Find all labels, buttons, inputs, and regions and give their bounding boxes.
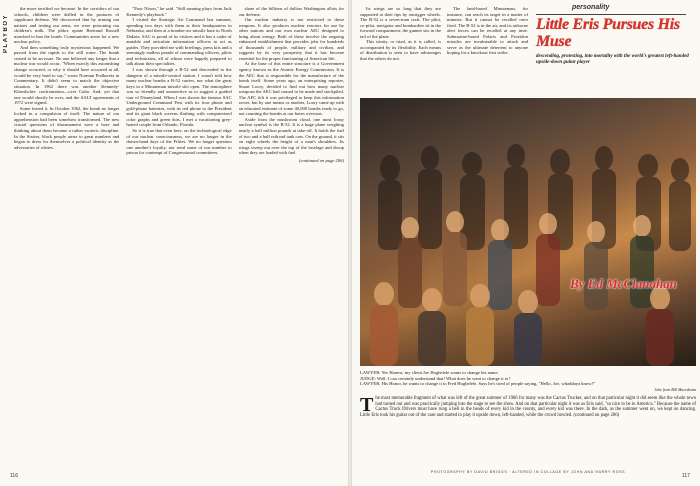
drop-cap: T bbox=[360, 394, 374, 416]
crowd-silhouettes bbox=[360, 98, 696, 366]
department-label: personality bbox=[572, 4, 610, 11]
magazine-section-label: PLAYBOY bbox=[3, 14, 9, 53]
page-number-left: 116 bbox=[10, 473, 18, 479]
caption-line: LAWYER: Yes Honest, my client Joe Hogbelele wants to change his name. bbox=[360, 370, 499, 375]
article-deck: descending, protesting, into mortality with the world's greatest left-handed upside-down guitar player bbox=[536, 54, 689, 66]
paragraph: the more terrified we became. In the corridors of our schools, children were drilled in the postures of supplicant defense. We discovered that by arming our nations and testing our arms, we were poisoning our children's milk. The phlox opiate Bertrand Russell marched to ban the bomb. Communities arose for a new nuclear policy. bbox=[14, 6, 120, 45]
caption-credit: Joke from Bill Macedonia bbox=[654, 386, 696, 392]
paragraph: Some feared it. In October 1962, the bomb no longer locked in a compulsion of itself. The nature of our apprehension had been somehow transformed. The new crucial questions of disarmament were a bore and thinking about them became a rather esoteric discipline. In the Sixties, black people arose to great numbers and began to dress for themselves a political identity as the adversaries of whites. bbox=[14, 105, 120, 150]
text-column-4 bbox=[360, 6, 441, 94]
paragraph: The land-based Minuteman, for instance, can reach its target in a matter of minutes. But it cannot be recalled once fired. The B-52 is in the air, and its airborne alert forces can be recalled at any time. Submarine-based Polaris and Poseidon missiles are invulnerable to attack and serve as the ultimate deterrent to anyone hoping for a knockout first strike. bbox=[447, 6, 528, 56]
paragraph: And then something truly mysterious happened. We passed from the rapids to the still water. The bomb ceased to be an issue. No one believed any longer that a nuclear war would occur. "When exactly this astonishing change occurred, or why it should have occurred at all, would be very hard to say," wrote Norman Podhoretz in Commentary. It didn't seem to match the objective situation. In 1962 there was another Kennedy-Khrushchev confrontation—over Cuba. And, yet that one would shortly be over, and the SALT agreements of 1972 were signed. bbox=[14, 44, 120, 106]
article-byline: By Ed McClanahan bbox=[570, 276, 677, 291]
paragraph: Our nuclear industry is not restricted to these weapons. It also produces nuclear reactors for use by other nations and our own nuclear AEC designed to bring about energy. Both of these involve the ongoing enhanced establishment that provides jobs for hundreds of thousands of people, military and civilian, and suggests by its very prosperity that it has become essential for the proper functioning of American life. bbox=[238, 17, 344, 61]
group-photo bbox=[360, 98, 696, 366]
right-page bbox=[350, 0, 700, 486]
intro-text: he most memorable fragment of what was left of the great summer of 1966 for many was the Cactus Trucker, and on that particular night it did seem like the whole town had turned out and was practically jumping into the stage to see the show. And on that particular night it was as Eris said, "so nice to be in America." Because the name of Cactus Truck Drivers must have rung a bell in the heads of every kid in the county, and every kid was there. In the dark, as the summer went on, we kept on dancing. Little Eris took his guitar out of the case and started to play it upside down, left-handed, while the crowd howled. (continued on page 206) bbox=[360, 396, 696, 419]
caption-line: LAWYER: His Honor, he wants to change it to Fred Hogbelele. Says he's tired of people saying, "Hello, Joe, whaddaya know?" bbox=[360, 381, 596, 387]
paragraph: This trinity, or triad, as it is called, is accompanied by its flexibility. Each means of distribution is seen to have advantages that the others do not. bbox=[360, 39, 441, 61]
paragraph: share of the billions of dollars Washington allots for our defense. bbox=[238, 6, 344, 17]
page-number-right: 117 bbox=[682, 473, 690, 479]
right-text-columns bbox=[360, 6, 528, 94]
paragraph: "Poor Nixon," he said. "Still running plays from Jack Kennedy's playbook." bbox=[126, 6, 232, 17]
article-headline: Little Eris Pursues His Muse bbox=[536, 16, 680, 50]
text-column-2 bbox=[126, 6, 231, 468]
paragraph: Aside from the mushroom cloud, one most lousy nuclear symbol is the B-52. It is a huge plane weighing nearly a half million pounds at take-off. It holds the fuel of two and a half railroad tank cars. On the ground, it sits on eight wheels the height of a man's shoulders. Its wings sweep out over the top of the fuselage and droop when they are loaded with fuel. bbox=[238, 116, 344, 156]
continued-note: (continued on page 206) bbox=[298, 157, 344, 163]
paragraph: So it is true that even here, on the technological edge of our nuclear consciousness, we are no longer in the drawn-hand days of the Fifties. We no longer question one another's loyalty, nor send some of our number to prison for contempt of Congressional committees. bbox=[126, 128, 232, 156]
text-column-3 bbox=[239, 6, 344, 468]
department-rule bbox=[536, 14, 686, 15]
paragraph: I was shown through a B-52 and descended to the dungeon of a missile-control station. I wasn't told how many nuclear bombs a B-52 carries, nor what the great keys in a Minuteman missile silo open. The atmosphere was so friendly and unassertive as to suggest a guided tour of Disneyland. When I was shown the famous SAC Underground Command Post with its four phone and gold-phone batteries, with its red phone to the President and its giant black screens flashing with computerized color graphs and green dots, I met a vacationing grey-haired couple from Orlando, Florida. bbox=[126, 67, 232, 128]
paragraph: I visited the Strategic Air Command last summer, spending two days with them at their headquarters in Nebraska, and then at a bomber-air missile base in North Dakota. SAC is proud of its visitors and it has a cadre of amiable and articulate information officers to act as guides. They provided me with briefings, press kits and a seemingly endless parade of commanding officers, pilots and technicians, all of whom were happily prepared to talk about their specialties. bbox=[126, 17, 232, 67]
photo-caption bbox=[360, 370, 696, 392]
left-text-columns bbox=[14, 6, 344, 468]
paragraph: At the base of this entire structure is a Government agency known as the Atomic Energy Commission. It is the AEC that is responsible for the manufacture of the bomb itself. Some years ago, an enterprising reporter, Stuart Loory, decided to find out how many nuclear weapons the AEC had caused to be made and stockpiled. The AEC felt it was privileged to keep this information secret, but by one means or another, Loory came up with an educated estimate of some 40,000 bombs ready to go, not counting the bombs at our bases overseas. bbox=[238, 61, 344, 117]
caption-line: JUDGE: Well, I can certainly understand that! What does he want to change it to? bbox=[360, 375, 511, 381]
paragraph: Its wings are so long that they are supported at their tips by outrigger wheels. The B-52 is a seven-man craft. The pilot, co-pilot, navigator and bombardier sit in the forward compartment; the gunner sits in the tail of the plane. bbox=[360, 6, 441, 39]
article-intro bbox=[360, 396, 696, 419]
photo-credit: PHOTOGRAPHY BY DAVID BRIGGS · ALTERED IN COLLAGE BY JOHN AND HARRY ROSS bbox=[430, 470, 626, 474]
text-column-5 bbox=[447, 6, 528, 94]
text-column-1 bbox=[14, 6, 119, 468]
